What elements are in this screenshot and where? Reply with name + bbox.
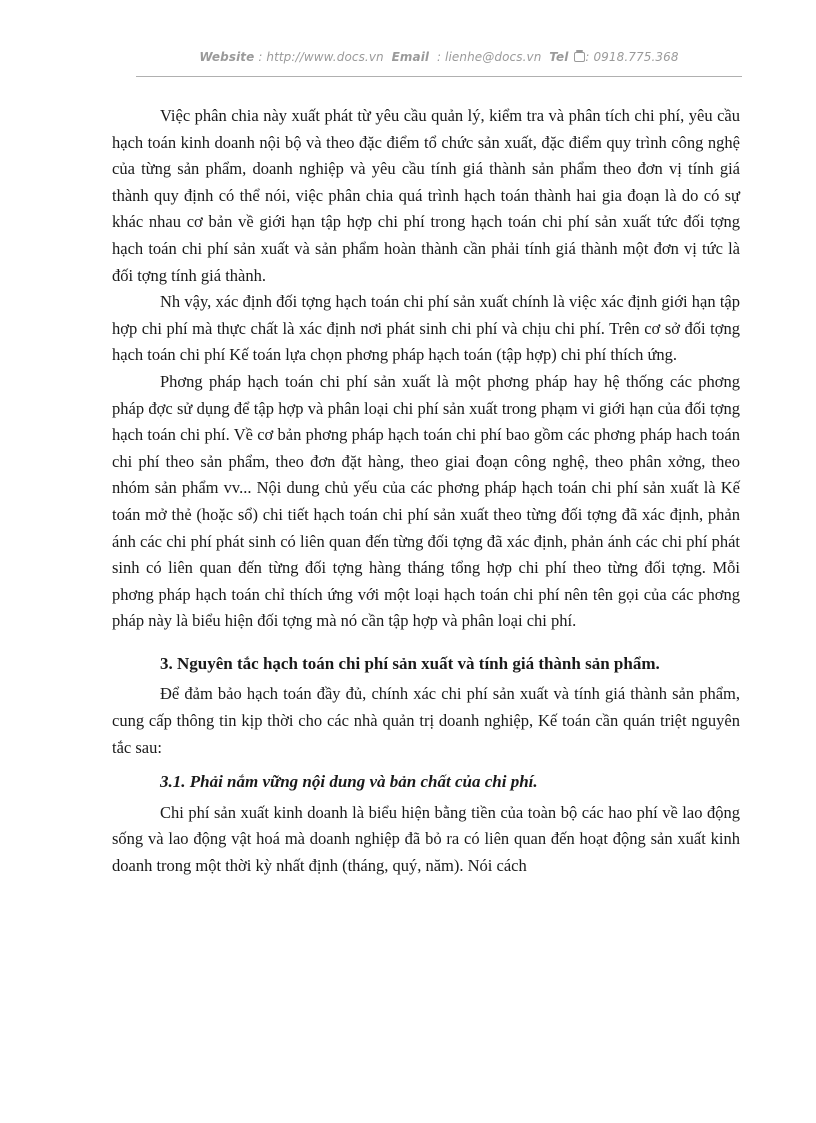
email-label: Email xyxy=(391,50,430,64)
subsection-heading-3-1: 3.1. Phải nắm vững nội dung và bản chất của chi phí. xyxy=(160,772,538,792)
website-value: : http://www.docs.vn xyxy=(258,50,384,64)
paragraph-2: Nh vậy, xác định đối tợng hạch toán chi phí sản xuất chính là việc xác định giới hạn tập hợp chi phí mà thực chất là xác định nơi phát sinh chi phí và chịu chi phí. Trên cơ sở đối tợng hạch toán chi phí Kế toán lựa chọn phơng pháp hạch toán (tập hợp) chi phí thích ứng. xyxy=(112,292,740,365)
paragraph-5: Chi phí sản xuất kinh doanh là biểu hiện bằng tiền của toàn bộ các hao phí về lao động sống và lao động vật hoá mà doanh nghiệp đã bỏ ra có liên quan đến hoạt động sản xuất kinh doanh trong một thời kỳ nhất định (tháng, quý, năm). Nói cách xyxy=(112,802,740,876)
section-heading-3: 3. Nguyên tắc hạch toán chi phí sản xuất và tính giá thành sản phẩm. xyxy=(160,653,660,673)
paragraph-3: Phơng pháp hạch toán chi phí sản xuất là một phơng pháp hay hệ thống các phơng pháp đợc sử dụng để tập hợp và phân loại chi phí sản xuất trong phạm vi giới hạn của đối tợng hạch toán chi phí. Về cơ bản phơng pháp hạch toán chi phí bao gồm các phơng pháp hach toán chi phí theo sản phẩm, theo đơn đặt hàng, theo giai đoạn công nghệ, theo phân xởng, theo nhóm sản phẩm vv... Nội dung chủ yếu của các phơng pháp hạch toán chi phí sản xuất là Kế toán mở thẻ (hoặc sổ) chi tiết hạch toán chi phí sản xuất theo từng đối tợng đã xác định, phản ánh các chi phí phát sinh có liên quan đến từng đối tợng đã xác định, phản ánh các chi phí phát sinh có liên quan đến từng đối tợng hàng tháng tổng hợp chi phí theo từng đối tợng. Mỗi phơng pháp hạch toán chỉ thích ứng với một loại hạch toán chi phí nên tên gọi của các phơng pháp này là biểu hiện đối tợng mà nó cần tập hợp và phân loại chi phí. xyxy=(112,371,740,631)
phone-icon xyxy=(574,52,585,62)
tel-value: : 0918.775.368 xyxy=(585,50,679,64)
website-label: Website xyxy=(199,50,255,64)
page-header xyxy=(136,50,742,64)
tel-label: Tel xyxy=(549,50,569,64)
email-value: : lienhe@docs.vn xyxy=(436,50,542,64)
paragraph-1: Việc phân chia này xuất phát từ yêu cầu quản lý, kiểm tra và phân tích chi phí, yêu cầu hạch toán kinh doanh nội bộ và theo đặc điểm tổ chức sản xuất, đặc điểm quy trình công nghệ của từng sản phẩm, doanh nghiệp và yêu cầu tính giá thành sản phẩm theo đơn vị tính giá thành quy định có thể nói, việc phân chia quá trình hạch toán thành hai gia đoạn là do có sự khác nhau cơ bản về giới hạn tập hợp chi phí trong hạch toán chi phí sản xuất tức đối tợng hạch toán chi phí sản xuất và sản phẩm hoàn thành cần phải tính giá thành một đơn vị tức là đối tợng tính giá thành. xyxy=(112,106,740,285)
paragraph-4: Để đảm bảo hạch toán đầy đủ, chính xác chi phí sản xuất và tính giá thành sản phẩm, cung cấp thông tin kịp thời cho các nhà quản trị doanh nghiệp, Kế toán cần quán triệt nguyên tắc sau: xyxy=(112,684,740,757)
header-divider xyxy=(136,76,742,77)
document-body xyxy=(112,103,740,880)
